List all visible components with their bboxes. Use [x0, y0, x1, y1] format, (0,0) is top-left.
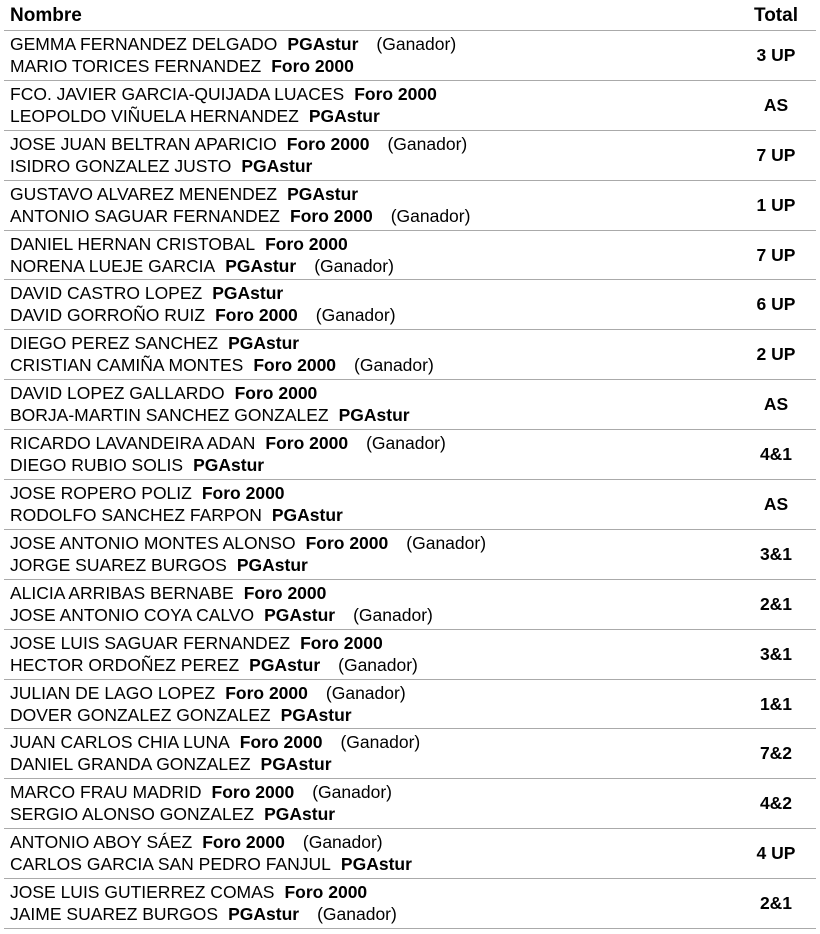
winner-label: (Ganador): [353, 604, 433, 625]
club-name: PGAstur: [260, 754, 332, 775]
player-name: RICARDO LAVANDEIRA ADAN: [10, 433, 256, 454]
club-name: Foro 2000: [265, 233, 348, 254]
player-name: DAVID GORROÑO RUIZ: [10, 305, 206, 326]
match-players: [4, 280, 736, 329]
winner-label: (Ganador): [302, 832, 383, 853]
club-name: Foro 2000: [202, 832, 285, 853]
club-name: PGAstur: [338, 405, 410, 426]
player-name: LEOPOLDO VIÑUELA HERNANDEZ: [10, 105, 299, 126]
club-name: PGAstur: [193, 455, 265, 476]
club-name: Foro 2000: [234, 383, 318, 404]
match-players: [4, 580, 736, 629]
player-name: MARCO FRAU MADRID: [10, 782, 202, 803]
player-line: [10, 482, 736, 504]
player-line: [10, 881, 736, 903]
winner-label: (Ganador): [338, 654, 418, 675]
player-line: [10, 304, 736, 326]
match-total: 7 UP: [756, 144, 796, 165]
player-line: [10, 704, 736, 726]
club-name: Foro 2000: [211, 782, 295, 803]
match-players: [4, 81, 736, 130]
player-line: [10, 454, 736, 476]
table-row: [4, 680, 816, 730]
player-line: [10, 83, 736, 105]
player-name: JORGE SUAREZ BURGOS: [10, 554, 227, 575]
winner-label: (Ganador): [376, 34, 457, 54]
match-players: [4, 231, 736, 280]
match-total: 1 UP: [756, 194, 796, 215]
winner-label: (Ganador): [314, 255, 394, 276]
match-players: [4, 330, 736, 379]
club-name: Foro 2000: [354, 83, 437, 104]
club-name: PGAstur: [280, 704, 352, 725]
player-line: [10, 803, 736, 825]
match-players: [4, 879, 736, 928]
match-total: 3&1: [759, 543, 793, 564]
player-name: DIEGO RUBIO SOLIS: [10, 455, 184, 476]
player-line: [10, 354, 736, 376]
table-row: [4, 181, 816, 231]
winner-label: (Ganador): [325, 682, 406, 703]
match-total: 2&1: [759, 893, 793, 914]
match-players: [4, 530, 736, 579]
player-name: JOSE ANTONIO MONTES ALONSO: [10, 532, 296, 553]
player-line: [10, 604, 736, 626]
player-line: [10, 781, 736, 803]
club-name: PGAstur: [271, 505, 343, 526]
table-header: [4, 0, 816, 31]
player-name: JOSE LUIS SAGUAR FERNANDEZ: [10, 632, 291, 653]
player-name: JOSE LUIS GUTIERREZ COMAS: [10, 882, 275, 903]
match-total: 2&1: [759, 593, 793, 614]
player-line: [10, 332, 736, 354]
club-name: PGAstur: [249, 654, 321, 675]
club-name: Foro 2000: [215, 305, 298, 326]
table-row: [4, 580, 816, 630]
club-name: PGAstur: [287, 183, 359, 204]
table-row: [4, 330, 816, 380]
match-total: 7 UP: [756, 244, 796, 265]
club-name: PGAstur: [212, 283, 284, 304]
player-name: NORENA LUEJE GARCIA: [10, 255, 216, 276]
player-line: [10, 55, 736, 77]
player-line: [10, 903, 736, 925]
table-row: [4, 430, 816, 480]
club-name: PGAstur: [228, 333, 300, 354]
club-name: PGAstur: [241, 155, 313, 176]
winner-label: (Ganador): [390, 205, 471, 226]
player-name: BORJA-MARTIN SANCHEZ GONZALEZ: [10, 405, 329, 426]
table-row: [4, 280, 816, 330]
player-line: [10, 282, 736, 304]
player-line: [10, 632, 736, 654]
player-line: [10, 504, 736, 526]
player-line: [10, 554, 736, 576]
winner-label: (Ganador): [312, 782, 392, 803]
match-players: [4, 480, 736, 529]
player-line: [10, 532, 736, 554]
player-line: [10, 753, 736, 775]
player-name: JULIAN DE LAGO LOPEZ: [10, 682, 216, 703]
player-name: DOVER GONZALEZ GONZALEZ: [10, 704, 271, 725]
player-name: SERGIO ALONSO GONZALEZ: [10, 804, 255, 825]
match-total: 3&1: [759, 643, 793, 664]
player-line: [10, 233, 736, 255]
player-name: HECTOR ORDOÑEZ PEREZ: [10, 654, 240, 675]
player-name: ALICIA ARRIBAS BERNABE: [10, 582, 234, 603]
club-name: Foro 2000: [300, 632, 383, 653]
match-total: 3 UP: [756, 44, 796, 65]
winner-label: (Ganador): [354, 355, 434, 376]
results-table: [4, 0, 816, 929]
match-players: [4, 380, 736, 429]
player-name: JOSE JUAN BELTRAN APARICIO: [10, 133, 277, 154]
winner-label: (Ganador): [315, 305, 396, 326]
player-line: [10, 155, 736, 177]
winner-label: (Ganador): [340, 732, 421, 753]
table-row: [4, 81, 816, 131]
player-name: ANTONIO ABOY SÁEZ: [10, 832, 193, 853]
player-name: DANIEL GRANDA GONZALEZ: [10, 754, 251, 775]
player-name: JAIME SUAREZ BURGOS: [10, 904, 219, 925]
club-name: PGAstur: [340, 854, 412, 875]
player-line: [10, 582, 736, 604]
table-row: [4, 630, 816, 680]
player-line: [10, 432, 736, 454]
match-players: [4, 779, 736, 828]
table-row: [4, 879, 816, 929]
player-name: DIEGO PEREZ SANCHEZ: [10, 333, 219, 354]
table-row: [4, 729, 816, 779]
column-header-total: Total: [754, 5, 798, 26]
table-row: [4, 131, 816, 181]
table-row: [4, 480, 816, 530]
column-header-nombre: Nombre: [10, 5, 82, 26]
match-players: [4, 430, 736, 479]
player-name: GEMMA FERNANDEZ DELGADO: [10, 34, 278, 54]
table-row: [4, 31, 816, 81]
club-name: Foro 2000: [243, 582, 327, 603]
player-line: [10, 682, 736, 704]
match-total: AS: [763, 94, 789, 115]
club-name: PGAstur: [225, 255, 297, 276]
match-players: [4, 181, 736, 230]
player-name: JUAN CARLOS CHIA LUNA: [10, 732, 230, 753]
club-name: PGAstur: [236, 554, 308, 575]
table-row: [4, 530, 816, 580]
club-name: Foro 2000: [239, 732, 323, 753]
player-name: ANTONIO SAGUAR FERNANDEZ: [10, 205, 280, 226]
winner-label: (Ganador): [406, 532, 487, 553]
player-name: DAVID CASTRO LOPEZ: [10, 283, 203, 304]
match-total: 2 UP: [756, 344, 796, 365]
table-body: [4, 31, 816, 929]
table-row: [4, 231, 816, 281]
club-name: Foro 2000: [305, 532, 389, 553]
club-name: PGAstur: [287, 34, 359, 54]
winner-label: (Ganador): [387, 133, 468, 154]
player-line: [10, 731, 736, 753]
player-name: JOSE ROPERO POLIZ: [10, 483, 192, 504]
player-name: RODOLFO SANCHEZ FARPON: [10, 505, 262, 526]
club-name: PGAstur: [228, 904, 300, 925]
club-name: PGAstur: [264, 604, 336, 625]
club-name: PGAstur: [308, 105, 380, 126]
club-name: Foro 2000: [290, 205, 373, 226]
club-name: Foro 2000: [253, 355, 337, 376]
match-total: 6 UP: [756, 294, 796, 315]
club-name: Foro 2000: [265, 433, 349, 454]
winner-label: (Ganador): [366, 433, 446, 454]
match-total: 4&1: [759, 444, 793, 465]
match-total: 4&2: [759, 793, 793, 814]
match-total: 1&1: [759, 693, 793, 714]
club-name: Foro 2000: [284, 882, 368, 903]
player-line: [10, 853, 736, 875]
player-line: [10, 33, 736, 55]
player-name: DAVID LOPEZ GALLARDO: [10, 383, 225, 404]
club-name: Foro 2000: [271, 56, 354, 76]
player-name: MARIO TORICES FERNANDEZ: [10, 56, 262, 76]
player-name: FCO. JAVIER GARCIA-QUIJADA LUACES: [10, 83, 345, 104]
player-line: [10, 133, 736, 155]
match-players: [4, 680, 736, 729]
match-total: AS: [763, 394, 789, 415]
match-players: [4, 729, 736, 778]
player-name: GUSTAVO ALVAREZ MENENDEZ: [10, 183, 278, 204]
match-players: [4, 131, 736, 180]
table-row: [4, 779, 816, 829]
table-row: [4, 829, 816, 879]
player-name: DANIEL HERNAN CRISTOBAL: [10, 233, 256, 254]
match-total: AS: [763, 493, 789, 514]
club-name: PGAstur: [264, 804, 336, 825]
player-name: CARLOS GARCIA SAN PEDRO FANJUL: [10, 854, 331, 875]
player-line: [10, 404, 736, 426]
player-line: [10, 205, 736, 227]
table-row: [4, 380, 816, 430]
player-line: [10, 831, 736, 853]
winner-label: (Ganador): [317, 904, 397, 925]
player-name: CRISTIAN CAMIÑA MONTES: [10, 355, 244, 376]
player-name: ISIDRO GONZALEZ JUSTO: [10, 155, 232, 176]
player-line: [10, 654, 736, 676]
match-total: 7&2: [759, 743, 793, 764]
club-name: Foro 2000: [286, 133, 370, 154]
match-players: [4, 31, 736, 80]
player-line: [10, 382, 736, 404]
player-line: [10, 105, 736, 127]
club-name: Foro 2000: [201, 483, 285, 504]
player-name: JOSE ANTONIO COYA CALVO: [10, 604, 255, 625]
player-line: [10, 255, 736, 277]
match-players: [4, 630, 736, 679]
match-total: 4 UP: [756, 843, 796, 864]
player-line: [10, 183, 736, 205]
club-name: Foro 2000: [225, 682, 308, 703]
match-players: [4, 829, 736, 878]
